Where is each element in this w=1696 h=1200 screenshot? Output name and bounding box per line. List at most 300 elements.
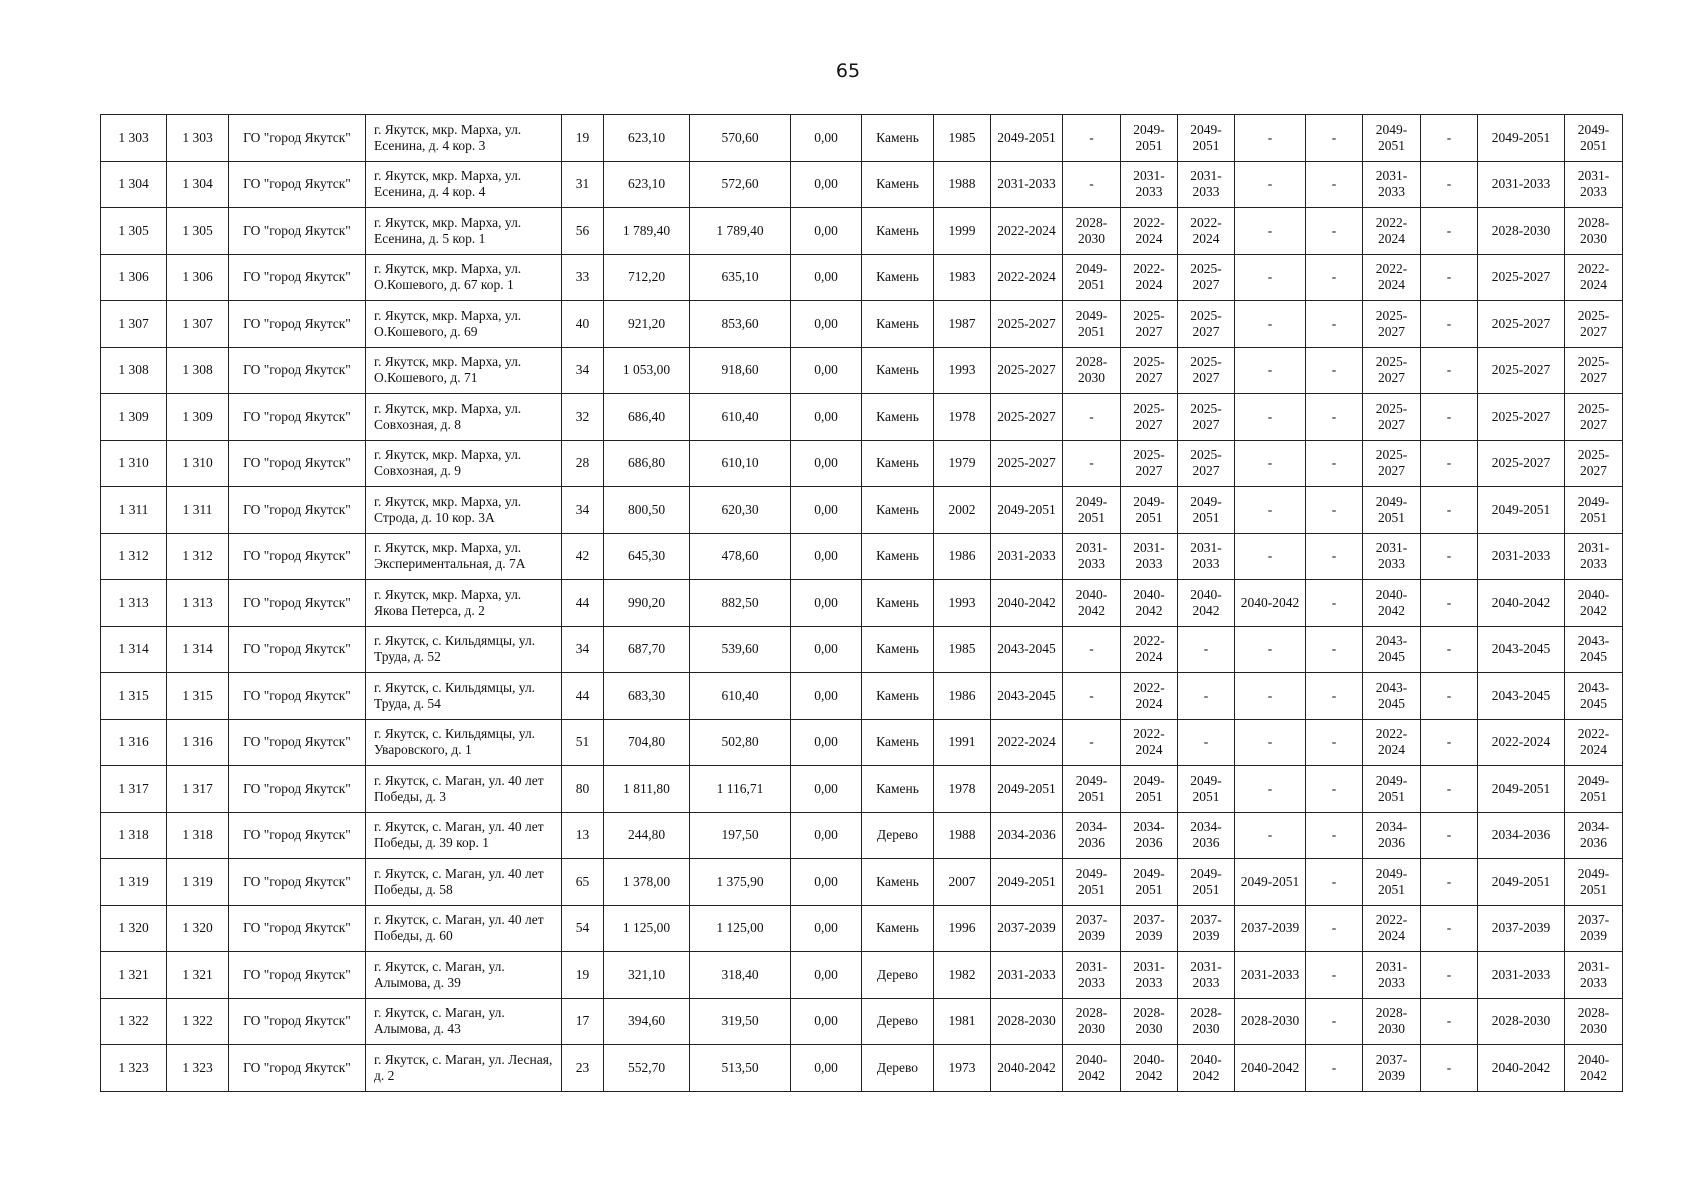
repair-period-1-cell: 2031-2033 <box>991 533 1063 580</box>
year-built-cell: 1988 <box>934 812 991 859</box>
repair-period-1-cell: 2040-2042 <box>991 1045 1063 1092</box>
repair-period-9-cell: 2031-2033 <box>1478 161 1565 208</box>
total-area-cell: 990,20 <box>604 580 690 627</box>
repair-period-9-cell: 2025-2027 <box>1478 394 1565 441</box>
address-cell: г. Якутск, мкр. Марха, ул. О.Кошевого, д. 67 кор. 1 <box>366 254 562 301</box>
repair-period-6-cell: - <box>1306 161 1363 208</box>
nonresidential-area-cell: 0,00 <box>791 580 862 627</box>
repair-period-5-cell: - <box>1235 812 1306 859</box>
row-number-cell: 1 313 <box>101 580 167 627</box>
repair-period-5-cell: 2037-2039 <box>1235 905 1306 952</box>
repair-period-5-cell: 2028-2030 <box>1235 998 1306 1045</box>
table-row <box>101 626 1623 673</box>
municipality-cell: ГО "город Якутск" <box>229 533 366 580</box>
repair-period-2-cell: 2028-2030 <box>1063 347 1121 394</box>
repair-period-7-cell: 2034-2036 <box>1363 812 1421 859</box>
apartments-cell: 42 <box>562 533 604 580</box>
repair-period-9-cell: 2049-2051 <box>1478 766 1565 813</box>
table-row <box>101 580 1623 627</box>
wall-material-cell: Дерево <box>862 952 934 999</box>
repair-period-9-cell: 2040-2042 <box>1478 1045 1565 1092</box>
total-area-cell: 1 811,80 <box>604 766 690 813</box>
repair-period-9-cell: 2025-2027 <box>1478 254 1565 301</box>
repair-period-7-cell: 2031-2033 <box>1363 533 1421 580</box>
repair-period-10-cell: 2040-2042 <box>1565 1045 1623 1092</box>
repair-period-8-cell: - <box>1421 394 1478 441</box>
repair-period-7-cell: 2049-2051 <box>1363 487 1421 534</box>
repair-period-3-cell: 2049-2051 <box>1121 487 1178 534</box>
repair-period-3-cell: 2037-2039 <box>1121 905 1178 952</box>
row-number-cell: 1 321 <box>101 952 167 999</box>
repair-period-9-cell: 2049-2051 <box>1478 859 1565 906</box>
apartments-cell: 54 <box>562 905 604 952</box>
repair-period-9-cell: 2040-2042 <box>1478 580 1565 627</box>
row-number-cell: 1 322 <box>101 998 167 1045</box>
repair-period-2-cell: 2034-2036 <box>1063 812 1121 859</box>
repair-period-4-cell: 2022-2024 <box>1178 208 1235 255</box>
row-number-cell: 1 319 <box>101 859 167 906</box>
apartments-cell: 23 <box>562 1045 604 1092</box>
repair-period-10-cell: 2028-2030 <box>1565 208 1623 255</box>
total-area-cell: 921,20 <box>604 301 690 348</box>
registry-number-cell: 1 314 <box>167 626 229 673</box>
living-area-cell: 853,60 <box>690 301 791 348</box>
repair-period-7-cell: 2022-2024 <box>1363 719 1421 766</box>
repair-period-8-cell: - <box>1421 859 1478 906</box>
repair-period-7-cell: 2025-2027 <box>1363 301 1421 348</box>
repair-period-5-cell: - <box>1235 301 1306 348</box>
address-cell: г. Якутск, с. Кильдямцы, ул. Уваровского, д. 1 <box>366 719 562 766</box>
municipality-cell: ГО "город Якутск" <box>229 115 366 162</box>
repair-period-9-cell: 2025-2027 <box>1478 347 1565 394</box>
living-area-cell: 610,10 <box>690 440 791 487</box>
nonresidential-area-cell: 0,00 <box>791 208 862 255</box>
living-area-cell: 570,60 <box>690 115 791 162</box>
repair-period-3-cell: 2049-2051 <box>1121 766 1178 813</box>
table-row <box>101 254 1623 301</box>
address-cell: г. Якутск, с. Маган, ул. 40 лет Победы, д. 39 кор. 1 <box>366 812 562 859</box>
repair-period-6-cell: - <box>1306 626 1363 673</box>
registry-number-cell: 1 310 <box>167 440 229 487</box>
repair-period-7-cell: 2043-2045 <box>1363 673 1421 720</box>
repair-period-3-cell: 2049-2051 <box>1121 115 1178 162</box>
repair-period-1-cell: 2025-2027 <box>991 394 1063 441</box>
repair-period-6-cell: - <box>1306 673 1363 720</box>
repair-period-3-cell: 2031-2033 <box>1121 161 1178 208</box>
repair-period-10-cell: 2043-2045 <box>1565 626 1623 673</box>
repair-period-6-cell: - <box>1306 812 1363 859</box>
living-area-cell: 620,30 <box>690 487 791 534</box>
row-number-cell: 1 303 <box>101 115 167 162</box>
repair-period-9-cell: 2028-2030 <box>1478 208 1565 255</box>
repair-period-7-cell: 2049-2051 <box>1363 115 1421 162</box>
wall-material-cell: Камень <box>862 115 934 162</box>
repair-period-9-cell: 2037-2039 <box>1478 905 1565 952</box>
repair-period-2-cell: - <box>1063 626 1121 673</box>
address-cell: г. Якутск, мкр. Марха, ул. Строда, д. 10 кор. 3А <box>366 487 562 534</box>
repair-period-4-cell: 2040-2042 <box>1178 580 1235 627</box>
repair-period-5-cell: 2049-2051 <box>1235 859 1306 906</box>
address-cell: г. Якутск, мкр. Марха, ул. Совхозная, д. 9 <box>366 440 562 487</box>
repair-period-4-cell: 2040-2042 <box>1178 1045 1235 1092</box>
repair-period-5-cell: 2040-2042 <box>1235 580 1306 627</box>
row-number-cell: 1 316 <box>101 719 167 766</box>
address-cell: г. Якутск, с. Маган, ул. Лесная, д. 2 <box>366 1045 562 1092</box>
repair-period-2-cell: - <box>1063 161 1121 208</box>
repair-period-3-cell: 2025-2027 <box>1121 301 1178 348</box>
row-number-cell: 1 306 <box>101 254 167 301</box>
repair-period-4-cell: - <box>1178 626 1235 673</box>
repair-period-10-cell: 2049-2051 <box>1565 487 1623 534</box>
apartments-cell: 34 <box>562 487 604 534</box>
living-area-cell: 478,60 <box>690 533 791 580</box>
row-number-cell: 1 315 <box>101 673 167 720</box>
apartments-cell: 33 <box>562 254 604 301</box>
apartments-cell: 19 <box>562 115 604 162</box>
municipality-cell: ГО "город Якутск" <box>229 301 366 348</box>
year-built-cell: 1991 <box>934 719 991 766</box>
repair-period-4-cell: - <box>1178 719 1235 766</box>
total-area-cell: 704,80 <box>604 719 690 766</box>
year-built-cell: 2002 <box>934 487 991 534</box>
repair-period-3-cell: 2040-2042 <box>1121 1045 1178 1092</box>
address-cell: г. Якутск, мкр. Марха, ул. Есенина, д. 4 кор. 3 <box>366 115 562 162</box>
repair-period-6-cell: - <box>1306 719 1363 766</box>
repair-period-8-cell: - <box>1421 766 1478 813</box>
repair-period-7-cell: 2022-2024 <box>1363 208 1421 255</box>
wall-material-cell: Камень <box>862 719 934 766</box>
total-area-cell: 686,40 <box>604 394 690 441</box>
repair-period-10-cell: 2031-2033 <box>1565 952 1623 999</box>
repair-period-2-cell: 2028-2030 <box>1063 998 1121 1045</box>
table-row <box>101 115 1623 162</box>
row-number-cell: 1 314 <box>101 626 167 673</box>
total-area-cell: 623,10 <box>604 115 690 162</box>
apartments-cell: 31 <box>562 161 604 208</box>
nonresidential-area-cell: 0,00 <box>791 440 862 487</box>
repair-period-10-cell: 2028-2030 <box>1565 998 1623 1045</box>
municipality-cell: ГО "город Якутск" <box>229 673 366 720</box>
total-area-cell: 244,80 <box>604 812 690 859</box>
repair-period-4-cell: 2025-2027 <box>1178 347 1235 394</box>
total-area-cell: 686,80 <box>604 440 690 487</box>
repair-period-8-cell: - <box>1421 161 1478 208</box>
wall-material-cell: Дерево <box>862 998 934 1045</box>
repair-period-8-cell: - <box>1421 254 1478 301</box>
repair-period-7-cell: 2043-2045 <box>1363 626 1421 673</box>
repair-period-7-cell: 2028-2030 <box>1363 998 1421 1045</box>
repair-period-8-cell: - <box>1421 626 1478 673</box>
address-cell: г. Якутск, с. Маган, ул. 40 лет Победы, д. 3 <box>366 766 562 813</box>
row-number-cell: 1 318 <box>101 812 167 859</box>
living-area-cell: 1 125,00 <box>690 905 791 952</box>
repair-period-7-cell: 2025-2027 <box>1363 347 1421 394</box>
repair-period-10-cell: 2040-2042 <box>1565 580 1623 627</box>
repair-period-1-cell: 2040-2042 <box>991 580 1063 627</box>
repair-period-5-cell: - <box>1235 394 1306 441</box>
living-area-cell: 572,60 <box>690 161 791 208</box>
repair-period-6-cell: - <box>1306 254 1363 301</box>
repair-period-7-cell: 2022-2024 <box>1363 905 1421 952</box>
repair-period-2-cell: - <box>1063 440 1121 487</box>
repair-period-7-cell: 2049-2051 <box>1363 859 1421 906</box>
repair-period-8-cell: - <box>1421 998 1478 1045</box>
table-row <box>101 394 1623 441</box>
total-area-cell: 1 789,40 <box>604 208 690 255</box>
wall-material-cell: Дерево <box>862 1045 934 1092</box>
repair-period-4-cell: 2049-2051 <box>1178 487 1235 534</box>
repair-period-6-cell: - <box>1306 394 1363 441</box>
repair-period-4-cell: 2049-2051 <box>1178 859 1235 906</box>
address-cell: г. Якутск, с. Маган, ул. 40 лет Победы, д. 58 <box>366 859 562 906</box>
repair-period-1-cell: 2049-2051 <box>991 487 1063 534</box>
repair-period-9-cell: 2049-2051 <box>1478 487 1565 534</box>
wall-material-cell: Дерево <box>862 812 934 859</box>
repair-period-2-cell: 2049-2051 <box>1063 301 1121 348</box>
year-built-cell: 1987 <box>934 301 991 348</box>
total-area-cell: 687,70 <box>604 626 690 673</box>
address-cell: г. Якутск, мкр. Марха, ул. Есенина, д. 5 кор. 1 <box>366 208 562 255</box>
repair-period-6-cell: - <box>1306 208 1363 255</box>
row-number-cell: 1 309 <box>101 394 167 441</box>
living-area-cell: 610,40 <box>690 394 791 441</box>
registry-number-cell: 1 316 <box>167 719 229 766</box>
repair-period-7-cell: 2022-2024 <box>1363 254 1421 301</box>
nonresidential-area-cell: 0,00 <box>791 952 862 999</box>
municipality-cell: ГО "город Якутск" <box>229 952 366 999</box>
repair-period-2-cell: 2028-2030 <box>1063 208 1121 255</box>
table-row <box>101 161 1623 208</box>
address-cell: г. Якутск, с. Маган, ул. 40 лет Победы, д. 60 <box>366 905 562 952</box>
apartments-cell: 56 <box>562 208 604 255</box>
repair-period-2-cell: - <box>1063 673 1121 720</box>
registry-number-cell: 1 311 <box>167 487 229 534</box>
nonresidential-area-cell: 0,00 <box>791 673 862 720</box>
wall-material-cell: Камень <box>862 580 934 627</box>
repair-period-6-cell: - <box>1306 347 1363 394</box>
table-row <box>101 812 1623 859</box>
repair-period-9-cell: 2049-2051 <box>1478 115 1565 162</box>
registry-number-cell: 1 305 <box>167 208 229 255</box>
apartments-cell: 40 <box>562 301 604 348</box>
repair-period-9-cell: 2043-2045 <box>1478 626 1565 673</box>
repair-period-9-cell: 2043-2045 <box>1478 673 1565 720</box>
total-area-cell: 1 378,00 <box>604 859 690 906</box>
repair-period-1-cell: 2049-2051 <box>991 766 1063 813</box>
nonresidential-area-cell: 0,00 <box>791 626 862 673</box>
repair-period-4-cell: 2037-2039 <box>1178 905 1235 952</box>
total-area-cell: 683,30 <box>604 673 690 720</box>
repair-period-6-cell: - <box>1306 440 1363 487</box>
repair-period-8-cell: - <box>1421 905 1478 952</box>
municipality-cell: ГО "город Якутск" <box>229 347 366 394</box>
repair-period-1-cell: 2049-2051 <box>991 859 1063 906</box>
housing-repair-table <box>100 114 1623 1092</box>
wall-material-cell: Камень <box>862 859 934 906</box>
repair-period-7-cell: 2025-2027 <box>1363 394 1421 441</box>
table-row <box>101 533 1623 580</box>
table-row <box>101 440 1623 487</box>
registry-number-cell: 1 315 <box>167 673 229 720</box>
municipality-cell: ГО "город Якутск" <box>229 859 366 906</box>
page-number: 65 <box>835 60 861 82</box>
repair-period-6-cell: - <box>1306 952 1363 999</box>
repair-period-8-cell: - <box>1421 580 1478 627</box>
row-number-cell: 1 305 <box>101 208 167 255</box>
repair-period-5-cell: - <box>1235 208 1306 255</box>
year-built-cell: 1973 <box>934 1045 991 1092</box>
living-area-cell: 1 789,40 <box>690 208 791 255</box>
registry-number-cell: 1 318 <box>167 812 229 859</box>
repair-period-3-cell: 2022-2024 <box>1121 208 1178 255</box>
repair-period-10-cell: 2025-2027 <box>1565 440 1623 487</box>
repair-period-8-cell: - <box>1421 440 1478 487</box>
repair-period-3-cell: 2031-2033 <box>1121 952 1178 999</box>
apartments-cell: 80 <box>562 766 604 813</box>
repair-period-5-cell: - <box>1235 766 1306 813</box>
row-number-cell: 1 323 <box>101 1045 167 1092</box>
repair-period-1-cell: 2043-2045 <box>991 626 1063 673</box>
total-area-cell: 1 125,00 <box>604 905 690 952</box>
repair-period-8-cell: - <box>1421 719 1478 766</box>
apartments-cell: 44 <box>562 673 604 720</box>
repair-period-1-cell: 2031-2033 <box>991 161 1063 208</box>
year-built-cell: 1996 <box>934 905 991 952</box>
repair-period-8-cell: - <box>1421 487 1478 534</box>
total-area-cell: 800,50 <box>604 487 690 534</box>
year-built-cell: 1979 <box>934 440 991 487</box>
registry-number-cell: 1 320 <box>167 905 229 952</box>
repair-period-8-cell: - <box>1421 952 1478 999</box>
year-built-cell: 1983 <box>934 254 991 301</box>
repair-period-8-cell: - <box>1421 301 1478 348</box>
repair-period-2-cell: - <box>1063 394 1121 441</box>
year-built-cell: 2007 <box>934 859 991 906</box>
registry-number-cell: 1 319 <box>167 859 229 906</box>
repair-period-2-cell: 2031-2033 <box>1063 952 1121 999</box>
repair-period-2-cell: 2049-2051 <box>1063 859 1121 906</box>
repair-period-3-cell: 2025-2027 <box>1121 440 1178 487</box>
repair-period-1-cell: 2022-2024 <box>991 254 1063 301</box>
repair-period-4-cell: 2025-2027 <box>1178 440 1235 487</box>
repair-period-5-cell: - <box>1235 115 1306 162</box>
wall-material-cell: Камень <box>862 394 934 441</box>
repair-period-8-cell: - <box>1421 115 1478 162</box>
living-area-cell: 319,50 <box>690 998 791 1045</box>
registry-number-cell: 1 321 <box>167 952 229 999</box>
repair-period-2-cell: 2037-2039 <box>1063 905 1121 952</box>
repair-period-6-cell: - <box>1306 905 1363 952</box>
repair-period-5-cell: - <box>1235 533 1306 580</box>
repair-period-6-cell: - <box>1306 859 1363 906</box>
row-number-cell: 1 320 <box>101 905 167 952</box>
repair-period-6-cell: - <box>1306 487 1363 534</box>
repair-period-5-cell: - <box>1235 347 1306 394</box>
municipality-cell: ГО "город Якутск" <box>229 998 366 1045</box>
nonresidential-area-cell: 0,00 <box>791 161 862 208</box>
repair-period-5-cell: - <box>1235 440 1306 487</box>
repair-period-3-cell: 2022-2024 <box>1121 626 1178 673</box>
apartments-cell: 51 <box>562 719 604 766</box>
repair-period-6-cell: - <box>1306 301 1363 348</box>
table-row <box>101 487 1623 534</box>
living-area-cell: 539,60 <box>690 626 791 673</box>
registry-number-cell: 1 307 <box>167 301 229 348</box>
repair-period-10-cell: 2034-2036 <box>1565 812 1623 859</box>
address-cell: г. Якутск, с. Кильдямцы, ул. Труда, д. 54 <box>366 673 562 720</box>
table-row <box>101 301 1623 348</box>
municipality-cell: ГО "город Якутск" <box>229 254 366 301</box>
nonresidential-area-cell: 0,00 <box>791 115 862 162</box>
repair-period-2-cell: 2049-2051 <box>1063 487 1121 534</box>
repair-period-3-cell: 2025-2027 <box>1121 347 1178 394</box>
repair-period-10-cell: 2049-2051 <box>1565 766 1623 813</box>
repair-period-4-cell: 2031-2033 <box>1178 161 1235 208</box>
repair-period-5-cell: - <box>1235 719 1306 766</box>
year-built-cell: 1999 <box>934 208 991 255</box>
repair-period-10-cell: 2049-2051 <box>1565 115 1623 162</box>
apartments-cell: 65 <box>562 859 604 906</box>
nonresidential-area-cell: 0,00 <box>791 533 862 580</box>
repair-period-5-cell: 2040-2042 <box>1235 1045 1306 1092</box>
repair-period-6-cell: - <box>1306 998 1363 1045</box>
municipality-cell: ГО "город Якутск" <box>229 1045 366 1092</box>
living-area-cell: 197,50 <box>690 812 791 859</box>
repair-period-9-cell: 2025-2027 <box>1478 440 1565 487</box>
repair-period-7-cell: 2031-2033 <box>1363 161 1421 208</box>
repair-period-7-cell: 2037-2039 <box>1363 1045 1421 1092</box>
repair-period-3-cell: 2025-2027 <box>1121 394 1178 441</box>
repair-period-9-cell: 2034-2036 <box>1478 812 1565 859</box>
repair-period-5-cell: - <box>1235 626 1306 673</box>
repair-period-7-cell: 2049-2051 <box>1363 766 1421 813</box>
total-area-cell: 552,70 <box>604 1045 690 1092</box>
repair-period-4-cell: 2025-2027 <box>1178 254 1235 301</box>
repair-period-3-cell: 2022-2024 <box>1121 719 1178 766</box>
municipality-cell: ГО "город Якутск" <box>229 394 366 441</box>
registry-number-cell: 1 306 <box>167 254 229 301</box>
municipality-cell: ГО "город Якутск" <box>229 487 366 534</box>
wall-material-cell: Камень <box>862 301 934 348</box>
repair-period-9-cell: 2022-2024 <box>1478 719 1565 766</box>
table-row <box>101 905 1623 952</box>
nonresidential-area-cell: 0,00 <box>791 254 862 301</box>
row-number-cell: 1 307 <box>101 301 167 348</box>
total-area-cell: 623,10 <box>604 161 690 208</box>
repair-period-3-cell: 2049-2051 <box>1121 859 1178 906</box>
year-built-cell: 1986 <box>934 673 991 720</box>
living-area-cell: 502,80 <box>690 719 791 766</box>
table-row <box>101 719 1623 766</box>
municipality-cell: ГО "город Якутск" <box>229 766 366 813</box>
table-row <box>101 347 1623 394</box>
address-cell: г. Якутск, с. Маган, ул. Алымова, д. 39 <box>366 952 562 999</box>
repair-period-9-cell: 2031-2033 <box>1478 952 1565 999</box>
living-area-cell: 635,10 <box>690 254 791 301</box>
nonresidential-area-cell: 0,00 <box>791 394 862 441</box>
nonresidential-area-cell: 0,00 <box>791 487 862 534</box>
repair-period-8-cell: - <box>1421 812 1478 859</box>
repair-period-10-cell: 2025-2027 <box>1565 394 1623 441</box>
repair-period-6-cell: - <box>1306 115 1363 162</box>
table-row <box>101 1045 1623 1092</box>
repair-period-1-cell: 2022-2024 <box>991 208 1063 255</box>
municipality-cell: ГО "город Якутск" <box>229 812 366 859</box>
repair-period-8-cell: - <box>1421 673 1478 720</box>
nonresidential-area-cell: 0,00 <box>791 905 862 952</box>
nonresidential-area-cell: 0,00 <box>791 859 862 906</box>
repair-period-7-cell: 2025-2027 <box>1363 440 1421 487</box>
